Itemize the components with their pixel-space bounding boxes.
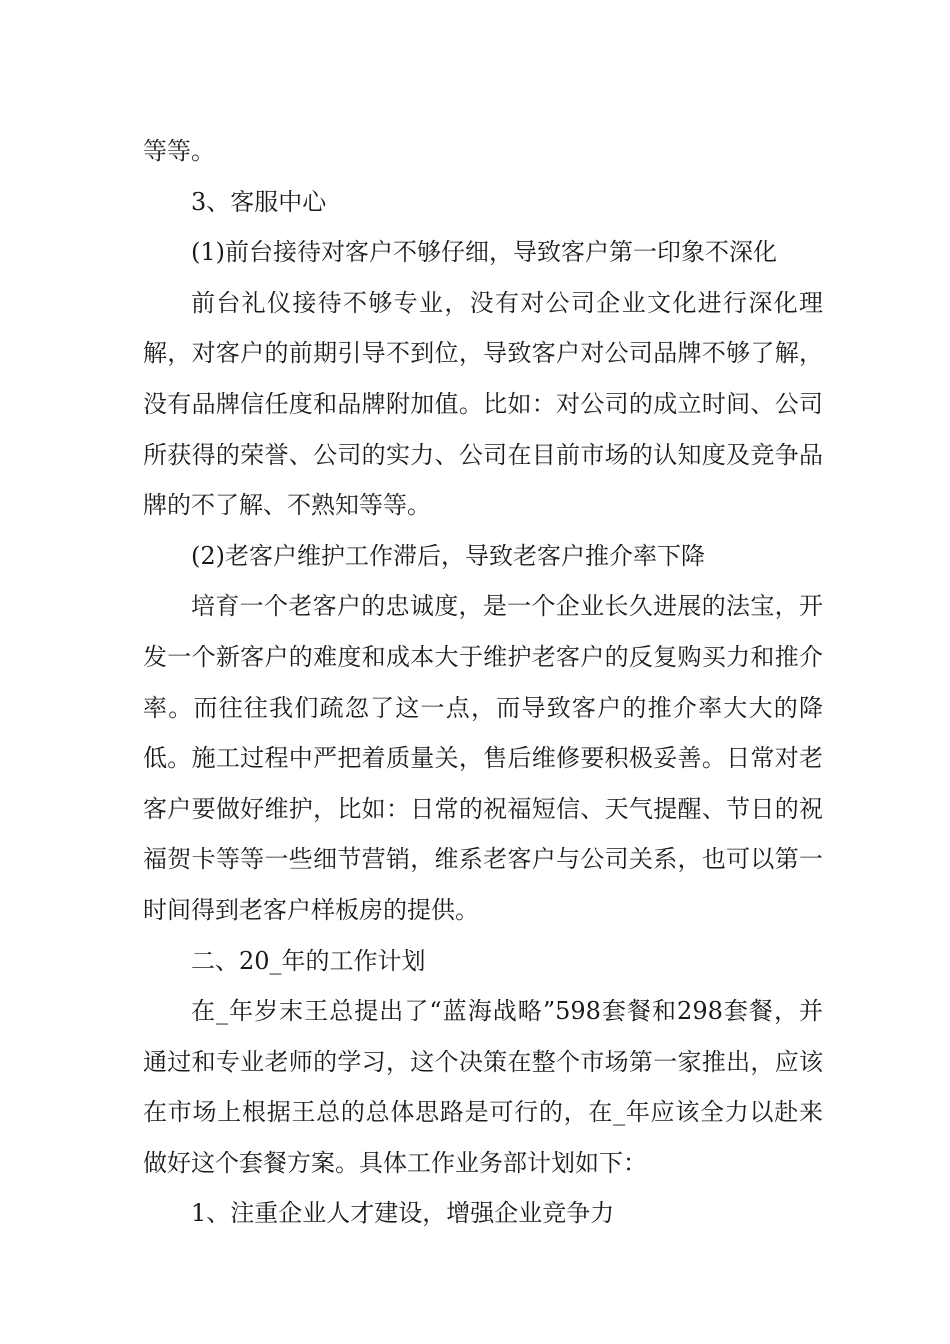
- paragraph-front-desk-etiquette: 前台礼仪接待不够专业，没有对公司企业文化进行深化理解，对客户的前期引导不到位，导致客户对公司品牌不够了解，没有品牌信任度和品牌附加值。比如：对公司的成立时间、公司所获得的荣誉、公司的实力、公司在目前市场的认知度及竞争品牌的不了解、不熟知等等。: [143, 288, 823, 520]
- paragraph-blue-ocean-strategy: 在_年岁末王总提出了“蓝海战略”598套餐和298套餐，并通过和专业老师的学习，这个决策在整个市场第一家推出，应该在市场上根据王总的总体思路是可行的，在_年应该全力以赴来做好这个套餐方案。具体工作业务部计划如下：: [143, 997, 823, 1177]
- heading-work-plan: 二、20_年的工作计划: [191, 946, 426, 975]
- subheading-talent-building: 1、注重企业人才建设，增强企业竞争力: [191, 1199, 615, 1228]
- document-body: [143, 126, 823, 1239]
- subheading-front-desk: (1)前台接待对客户不够仔细，导致客户第一印象不深化: [191, 238, 777, 267]
- paragraph-continuation: 等等。: [143, 137, 215, 165]
- paragraph-customer-loyalty: 培育一个老客户的忠诚度，是一个企业长久进展的法宝，开发一个新客户的难度和成本大于维护老客户的反复购买力和推介率。而往往我们疏忽了这一点，而导致客户的推介率大大的降低。施工过程中严把着质量关，售后维修要积极妥善。日常对老客户要做好维护，比如：日常的祝福短信、天气提醒、节日的祝福贺卡等等一些细节营销，维系老客户与公司关系，也可以第一时间得到老客户样板房的提供。: [143, 592, 823, 924]
- heading-customer-service-center: 3、客服中心: [191, 187, 327, 216]
- subheading-old-customer-maintenance: (2)老客户维护工作滞后，导致老客户推介率下降: [191, 541, 705, 570]
